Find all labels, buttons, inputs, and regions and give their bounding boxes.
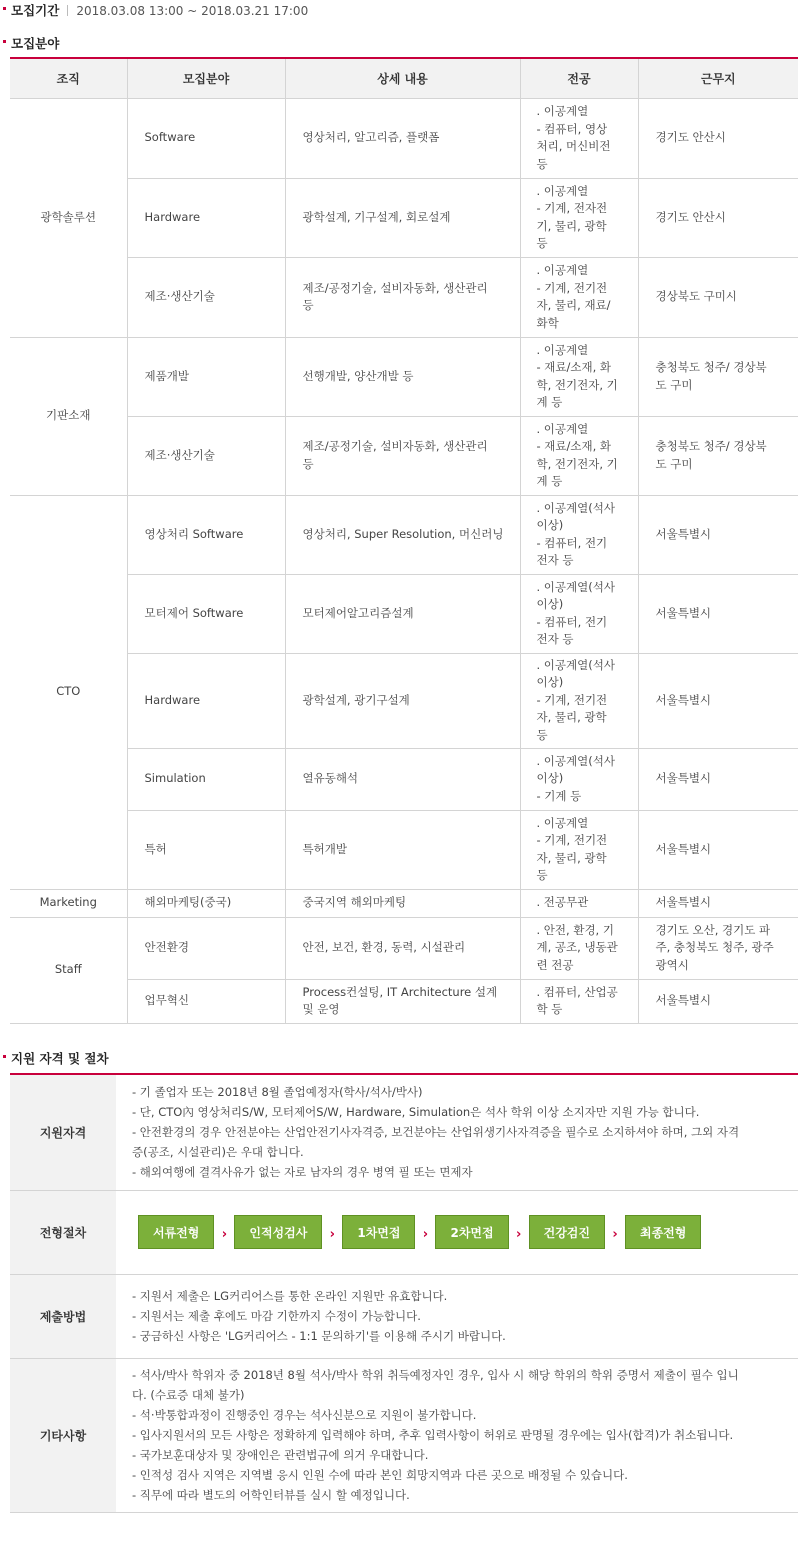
info-line: - 인적성 검사 지역은 지역별 응시 인원 수에 따라 본인 희망지역과 다른 곳으로 배정될 수 있습니다. (132, 1468, 628, 1482)
info-line: - 해외여행에 결격사유가 없는 자로 남자의 경우 병역 필 또는 면제자 (132, 1165, 473, 1180)
chevron-right-icon: › (612, 1227, 618, 1242)
process-steps (116, 1190, 798, 1274)
info-line: - 기 졸업자 또는 2018년 8월 졸업예정자(학사/석사/박사) (132, 1085, 423, 1100)
cell-field: 특허 (127, 810, 285, 889)
section-title-qualification (3, 1049, 109, 1067)
process-step: 서류전형 (138, 1215, 214, 1249)
divider (67, 5, 68, 16)
table-row (10, 810, 798, 889)
recruitment-table-body (10, 98, 798, 1023)
cell-location: 충청북도 청주/ 경상북 도 구미 (638, 337, 798, 416)
cell-field: 업무혁신 (127, 979, 285, 1023)
cell-detail: 광학설계, 기구설계, 회로설계 (285, 178, 520, 257)
cell-major: . 이공계열 - 재료/소재, 화 학, 전기전자, 기 계 등 (520, 337, 638, 416)
info-line: - 입사지원서의 모든 사항은 정확하게 입력해야 하며, 추후 입력사항이 허위로 판명될 경우에는 입사(합격)가 취소됩니다. (132, 1428, 734, 1442)
process-step: 건강검진 (529, 1215, 605, 1249)
info-line: - 지원서 제출은 LG커리어스를 통한 온라인 지원만 유효합니다. (132, 1289, 448, 1303)
cell-major: . 이공계열 - 컴퓨터, 영상 처리, 머신비전 등 (520, 98, 638, 178)
fields-title-text: 모집분야 (11, 36, 60, 51)
cell-field: 제품개발 (127, 337, 285, 416)
cell-major: . 이공계열 - 재료/소재, 화 학, 전기전자, 기 계 등 (520, 416, 638, 495)
process-step: 최종전형 (625, 1215, 701, 1249)
cell-field: 모터제어 Software (127, 574, 285, 653)
table-row (10, 98, 798, 178)
cell-org: CTO (10, 495, 127, 889)
info-line: - 석·박통합과정이 진행중인 경우는 석사신분으로 지원이 불가합니다. (132, 1408, 477, 1422)
process-label: 전형절차 (10, 1190, 116, 1274)
table-row (10, 917, 798, 979)
bullet-icon (3, 1055, 6, 1058)
cell-major: . 이공계열(석사 이상) - 기계, 전기전 자, 물리, 광학 등 (520, 653, 638, 748)
cell-detail: 중국지역 해외마케팅 (285, 889, 520, 917)
table-row (10, 495, 798, 574)
table-row (10, 337, 798, 416)
cell-detail: 영상처리, 알고리즘, 플랫폼 (285, 98, 520, 178)
cell-location: 경기도 오산, 경기도 파 주, 충청북도 청주, 광주 광역시 (638, 917, 798, 979)
cell-major: . 이공계열 - 기계, 전기전 자, 물리, 재료/ 화학 (520, 257, 638, 337)
cell-field: 해외마케팅(중국) (127, 889, 285, 917)
info-line: - 궁금하신 사항은 'LG커리어스 - 1:1 문의하기'를 이용해 주시기 바랍니다. (132, 1329, 506, 1343)
cell-field: Simulation (127, 748, 285, 810)
etc-content (116, 1358, 798, 1512)
cell-detail: 모터제어알고리즘설계 (285, 574, 520, 653)
info-line: - 단, CTO內 영상처리S/W, 모터제어S/W, Hardware, Simulation은 석사 학위 이상 소지자만 지원 가능 합니다. (132, 1105, 700, 1120)
cell-major: . 컴퓨터, 산업공 학 등 (520, 979, 638, 1023)
bullet-icon (3, 40, 6, 43)
submission-content (116, 1274, 798, 1358)
info-line: - 지원서는 제출 후에도 마감 기한까지 수정이 가능합니다. (132, 1309, 421, 1323)
cell-major: . 이공계열 - 기계, 전기전 자, 물리, 광학 등 (520, 810, 638, 889)
qual-row-submission (10, 1274, 798, 1358)
table-row (10, 748, 798, 810)
cell-location: 서울특별시 (638, 653, 798, 748)
cell-detail: 특허개발 (285, 810, 520, 889)
table-row (10, 178, 798, 257)
cell-org: Staff (10, 917, 127, 1023)
recruitment-table (10, 57, 798, 1024)
table-row (10, 979, 798, 1023)
qual-row-process (10, 1190, 798, 1274)
etc-label: 기타사항 (10, 1358, 116, 1512)
table-row (10, 653, 798, 748)
cell-org: Marketing (10, 889, 127, 917)
process-step: 1차면접 (342, 1215, 415, 1249)
period-value: 2018.03.08 13:00 ~ 2018.03.21 17:00 (76, 4, 309, 18)
cell-detail: 영상처리, Super Resolution, 머신러닝 (285, 495, 520, 574)
recruit-period (3, 3, 308, 19)
cell-location: 서울특별시 (638, 889, 798, 917)
table-header-row (10, 58, 798, 98)
qualification-table (10, 1073, 798, 1513)
cell-major: . 이공계열(석사 이상) - 컴퓨터, 전기 전자 등 (520, 495, 638, 574)
info-line: - 석사/박사 학위자 중 2018년 8월 석사/박사 학위 취득예정자인 경우, 입사 시 해당 학위의 학위 증명서 제출이 필수 입니 다. (수료증 대체 불가) (132, 1368, 739, 1402)
chevron-right-icon: › (422, 1227, 429, 1242)
cell-major: . 이공계열(석사 이상) - 기계 등 (520, 748, 638, 810)
cell-location: 경상북도 구미시 (638, 257, 798, 337)
cell-detail: 광학설계, 광기구설계 (285, 653, 520, 748)
cell-org: 기판소재 (10, 337, 127, 495)
process-step: 인적성검사 (234, 1215, 322, 1249)
table-row (10, 257, 798, 337)
cell-detail: Process컨설팅, IT Architecture 설계 및 운영 (285, 979, 520, 1023)
cell-detail: 열유동해석 (285, 748, 520, 810)
cell-field: Software (127, 98, 285, 178)
qual-content (116, 1074, 798, 1190)
qual-row-qualification (10, 1074, 798, 1190)
header-org: 조직 (10, 58, 127, 98)
cell-field: 안전환경 (127, 917, 285, 979)
cell-location: 경기도 안산시 (638, 98, 798, 178)
cell-location: 서울특별시 (638, 810, 798, 889)
qual-title-text: 지원 자격 및 절차 (11, 1051, 109, 1066)
cell-location: 서울특별시 (638, 748, 798, 810)
header-detail: 상세 내용 (285, 58, 520, 98)
cell-location: 서울특별시 (638, 495, 798, 574)
table-row (10, 416, 798, 495)
qual-label: 지원자격 (10, 1074, 116, 1190)
cell-field: Hardware (127, 653, 285, 748)
cell-location: 충청북도 청주/ 경상북 도 구미 (638, 416, 798, 495)
cell-major: . 전공무관 (520, 889, 638, 917)
cell-detail: 제조/공정기술, 설비자동화, 생산관리 등 (285, 257, 520, 337)
chevron-right-icon: › (329, 1227, 336, 1242)
info-line: - 직무에 따라 별도의 어학인터뷰를 실시 할 예정입니다. (132, 1488, 410, 1502)
cell-org: 광학솔루션 (10, 98, 127, 337)
cell-field: Hardware (127, 178, 285, 257)
cell-field: 제조·생산기술 (127, 257, 285, 337)
cell-detail: 제조/공정기술, 설비자동화, 생산관리 등 (285, 416, 520, 495)
bullet-icon (3, 7, 6, 10)
process-step: 2차면접 (435, 1215, 508, 1249)
cell-location: 서울특별시 (638, 574, 798, 653)
period-label: 모집기간 (11, 3, 60, 18)
cell-major: . 이공계열 - 기계, 전자전 기, 물리, 광학 등 (520, 178, 638, 257)
chevron-right-icon: › (221, 1227, 228, 1242)
section-title-fields (3, 34, 59, 52)
cell-detail: 선행개발, 양산개발 등 (285, 337, 520, 416)
table-row (10, 574, 798, 653)
cell-field: 영상처리 Software (127, 495, 285, 574)
cell-detail: 안전, 보건, 환경, 동력, 시설관리 (285, 917, 520, 979)
header-location: 근무지 (638, 58, 798, 98)
header-field: 모집분야 (127, 58, 285, 98)
header-major: 전공 (520, 58, 638, 98)
cell-location: 경기도 안산시 (638, 178, 798, 257)
cell-location: 서울특별시 (638, 979, 798, 1023)
cell-major: . 안전, 환경, 기 계, 공조, 냉동관 련 전공 (520, 917, 638, 979)
submission-label: 제출방법 (10, 1274, 116, 1358)
info-line: - 국가보훈대상자 및 장애인은 관련법규에 의거 우대합니다. (132, 1448, 429, 1462)
cell-field: 제조·생산기술 (127, 416, 285, 495)
chevron-right-icon: › (515, 1227, 522, 1242)
info-line: - 안전환경의 경우 안전분야는 산업안전기사자격증, 보건분야는 산업위생기사자격증을 필수로 소지하셔야 하며, 그외 자격 증(공조, 시설관리)은 우대 합니다. (132, 1125, 740, 1160)
cell-major: . 이공계열(석사 이상) - 컴퓨터, 전기 전자 등 (520, 574, 638, 653)
qual-row-etc (10, 1358, 798, 1512)
table-row (10, 889, 798, 917)
